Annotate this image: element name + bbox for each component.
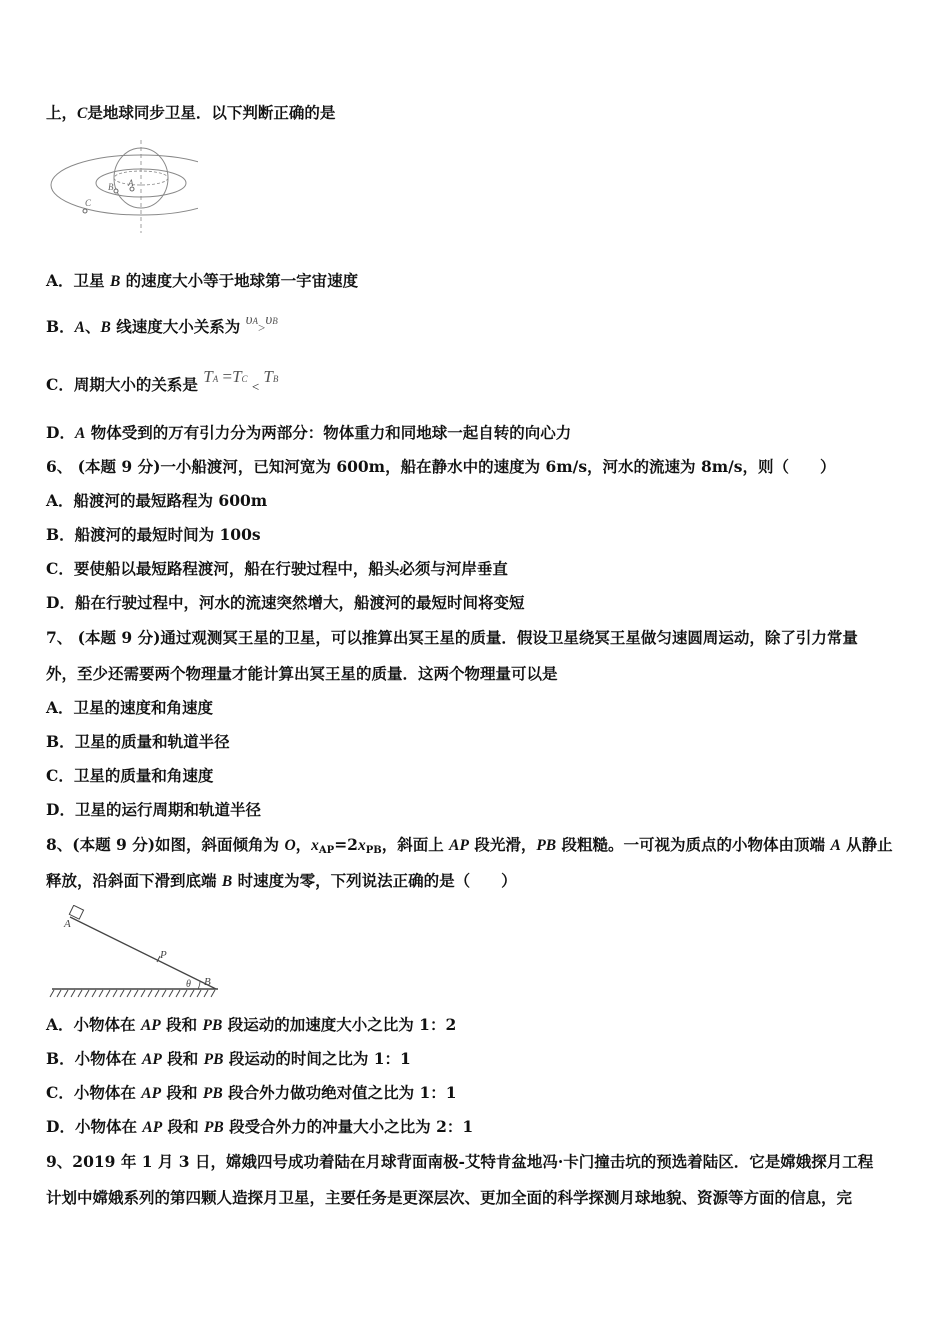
math-sub-a: A (212, 374, 219, 384)
option-letter: D． (46, 1117, 75, 1136)
option-text: 周期大小的关系是 (73, 375, 198, 394)
q5-option-d (46, 423, 571, 444)
option-text: 段运动的时间之比为 1：1 (223, 1049, 411, 1068)
q7-option-d (46, 800, 261, 820)
q8-theta: O (284, 837, 296, 854)
option-text: 小物体在 (73, 1015, 141, 1034)
q8-text: ， (295, 835, 312, 854)
incline-label-b: B (204, 976, 211, 988)
incline-label-p: P (160, 949, 167, 961)
q8-text: 时速度为零，下列说法正确的是（ ） (232, 871, 517, 890)
q5-option-b (46, 312, 278, 339)
incline-label-theta: θ (186, 979, 191, 990)
math-t: T (232, 367, 242, 386)
math-sub-b: B (272, 316, 278, 326)
q8-stem-line1 (46, 835, 893, 861)
option-letter: C． (46, 375, 74, 394)
option-text: 卫星的运行周期和轨道半径 (74, 800, 261, 819)
q7-option-a (46, 698, 213, 718)
option-text: 卫星的质量和角速度 (73, 766, 214, 785)
option-letter: D． (46, 593, 75, 612)
q6-option-b (46, 525, 261, 545)
q5-intro-prefix: 上， (46, 103, 78, 122)
option-var: A (74, 425, 86, 442)
velocity-relation-math (245, 310, 278, 335)
orbit-label-c: C (85, 198, 92, 208)
incline-label-a: A (64, 918, 71, 930)
q5-intro (46, 103, 335, 124)
q8-text: 从静止 (840, 835, 893, 854)
option-letter: A． (46, 1015, 74, 1034)
q5-intro-var-c: C (77, 105, 88, 122)
option-letter: A． (46, 491, 74, 510)
q8-pb: PB (536, 837, 557, 854)
math-sub-b: B (272, 374, 279, 384)
q8-option-b (46, 1049, 411, 1070)
q6-stem: 6、 (本题 9 分)一小船渡河，已知河宽为 600m，船在静水中的速度为 6m/s，河水的流速为 8m/s，则（ ） (46, 457, 836, 476)
q6-option-c (46, 559, 508, 579)
q7-stem-line1: 7、 (本题 9 分)通过观测冥王星的卫星，可以推算出冥王星的质量．假设卫星绕冥王星做匀速圆周运动，除了引力常量 (46, 628, 858, 647)
option-text: 卫星 (73, 271, 110, 290)
option-text: 卫星的质量和轨道半径 (74, 732, 230, 751)
option-text: 段合外力做功绝对值之比为 1：1 (222, 1083, 457, 1102)
q8-x-ap: x (311, 837, 319, 854)
option-var: AP (142, 1119, 163, 1136)
option-text: 船在行驶过程中，河水的流速突然增大，船渡河的最短时间将变短 (74, 593, 525, 612)
orbit-figure (48, 140, 198, 235)
q9-stem-line2: 计划中嫦娥系列的第四颗人造探月卫星，主要任务是更深层次、更加全面的科学探测月球地貌、资源等方面的信息，完 (46, 1188, 853, 1207)
q5-intro-rest: 是地球同步卫星．以下判断正确的是 (87, 103, 336, 122)
option-letter: B． (46, 525, 75, 544)
option-text: 小物体在 (74, 1117, 143, 1136)
option-var: PB (202, 1017, 223, 1034)
option-text: 要使船以最短路程渡河，船在行驶过程中，船头必须与河岸垂直 (73, 559, 508, 578)
q8-x-pb: x (357, 837, 366, 854)
period-relation-math (203, 367, 279, 394)
math-eq: = (222, 367, 233, 386)
option-letter: A． (46, 271, 74, 290)
option-text: 段运动的加速度大小之比为 1：2 (222, 1015, 457, 1034)
q8-eq: =2 (334, 835, 358, 854)
option-text: 船渡河的最短路程为 600m (73, 491, 268, 510)
q8-text: 8、(本题 9 分)如图，斜面倾角为 (46, 835, 285, 854)
q6-option-a (46, 491, 267, 511)
option-text: 船渡河的最短时间为 100s (74, 525, 261, 544)
option-letter: D． (46, 800, 75, 819)
q6-option-d (46, 593, 524, 613)
q8-stem-line2 (46, 871, 517, 892)
math-gt: > (258, 320, 266, 335)
q8-ap: AP (449, 837, 469, 854)
q8-text: 段光滑， (468, 835, 537, 854)
option-var: AP (141, 1085, 162, 1102)
orbit-label-a: A (128, 178, 134, 188)
option-letter: B． (46, 317, 75, 336)
math-t: T (203, 367, 213, 386)
option-letter: D． (46, 423, 75, 442)
math-v: υ (265, 312, 273, 328)
option-var: B (100, 319, 111, 336)
q8-text: 释放，沿斜面下滑到底端 (46, 871, 222, 890)
option-text: 段和 (162, 1117, 204, 1136)
option-text: 段和 (160, 1015, 203, 1034)
option-var: AP (142, 1051, 162, 1068)
option-letter: C． (46, 1083, 74, 1102)
option-text: 段和 (161, 1083, 203, 1102)
option-var: A (74, 319, 85, 336)
option-var: PB (202, 1085, 223, 1102)
option-letter: C． (46, 559, 74, 578)
option-var: B (109, 273, 121, 290)
q7-stem-line2: 外，至少还需要两个物理量才能计算出冥王星的质量．这两个物理量可以是 (46, 664, 558, 683)
option-text: 物体受到的万有引力分为两部分：物体重力和同地球一起自转的向心力 (85, 423, 572, 442)
q8-text: ，斜面上 (381, 835, 450, 854)
q8-sub-pb: PB (365, 845, 382, 856)
option-text: 段和 (161, 1049, 204, 1068)
q5-option-c (46, 367, 279, 397)
math-lt: < (251, 379, 260, 394)
q8-option-a (46, 1015, 456, 1036)
option-text: 小物体在 (73, 1083, 142, 1102)
q8-option-d (46, 1117, 473, 1138)
q8-sub-ap: AP (318, 845, 335, 856)
q8-option-c (46, 1083, 457, 1104)
math-sub-a: A (252, 316, 259, 326)
option-text: 小物体在 (74, 1049, 143, 1068)
option-var: PB (203, 1119, 224, 1136)
q8-text: 段粗糙。一可视为质点的小物体由顶端 (556, 835, 831, 854)
option-text: 卫星的速度和角速度 (73, 698, 214, 717)
option-var: PB (203, 1051, 224, 1068)
math-v: υ (245, 312, 253, 328)
q7-option-b (46, 732, 230, 752)
option-text: 线速度大小关系为 (110, 317, 241, 336)
q7-option-c (46, 766, 213, 786)
math-sub-c: C (241, 374, 248, 384)
math-t: T (263, 367, 273, 386)
option-sep: 、 (84, 317, 101, 336)
option-text: 的速度大小等于地球第一宇宙速度 (120, 271, 359, 290)
orbit-label-b: B (108, 182, 114, 192)
option-var: AP (140, 1017, 161, 1034)
q5-option-a (46, 271, 358, 292)
q9-stem-line1: 9、2019 年 1 月 3 日，嫦娥四号成功着陆在月球背面南极-艾特肯盆地冯·卡门撞击坑的预选着陆区．它是嫦娥探月工程 (46, 1152, 874, 1171)
option-letter: A． (46, 698, 74, 717)
option-text: 段受合外力的冲量大小之比为 2：1 (223, 1117, 474, 1136)
q8-a: A (830, 837, 841, 854)
option-letter: B． (46, 732, 75, 751)
option-letter: C． (46, 766, 74, 785)
incline-figure (48, 905, 223, 1000)
q8-b: B (221, 873, 233, 890)
option-letter: B． (46, 1049, 75, 1068)
